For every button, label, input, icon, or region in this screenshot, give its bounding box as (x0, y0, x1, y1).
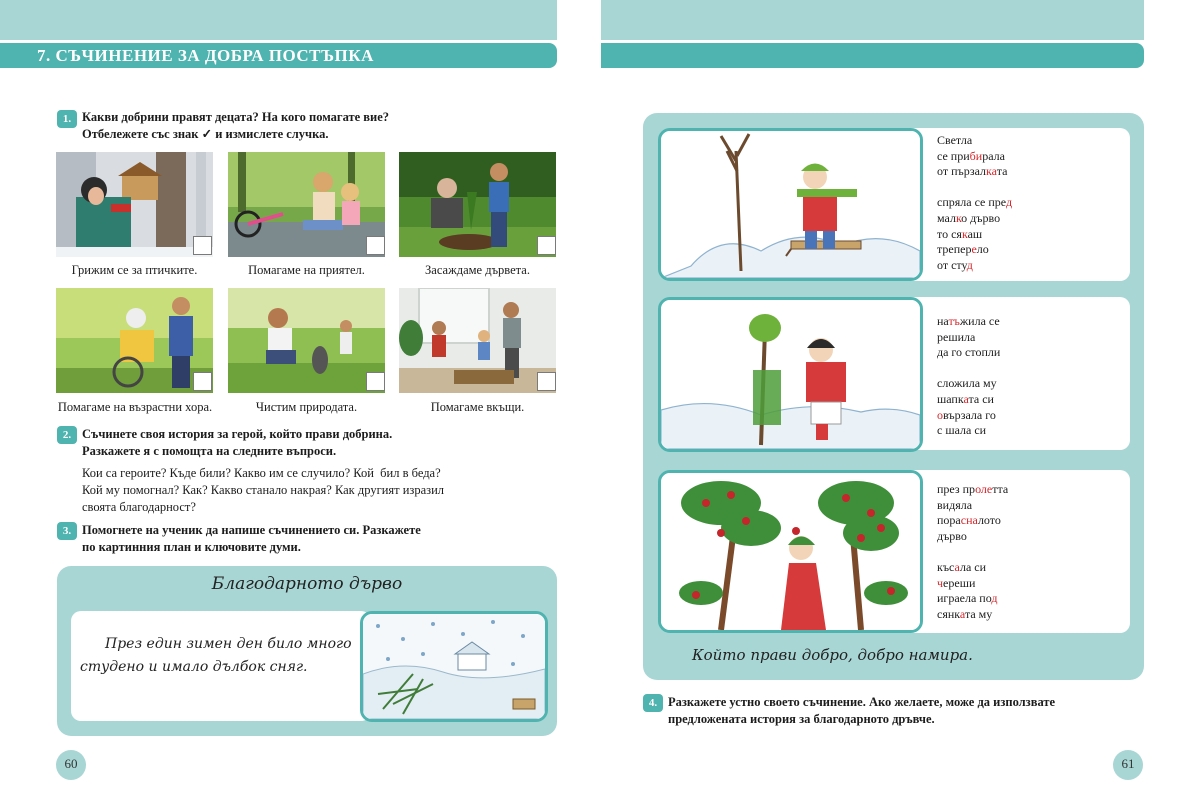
keyword-line (937, 133, 1012, 149)
keyword-line (937, 180, 1012, 196)
keyword-text: играела по (937, 591, 992, 606)
keywords-card-3 (900, 470, 1130, 633)
keywords-list-3 (937, 482, 1008, 622)
keyword-text: видяла (937, 497, 973, 512)
keyword-line (937, 423, 1000, 439)
keyword-line (937, 576, 1008, 592)
keyword-highlight: а (963, 391, 969, 406)
keyword-line (937, 242, 1012, 258)
keyword-highlight: о (937, 407, 943, 422)
keyword-line (937, 149, 1012, 165)
task3-line1: Помогнете на ученик да напише съчинението си. Разкажете (82, 523, 421, 537)
keyword-highlight: ка (986, 164, 997, 179)
keyword-text: лото (977, 513, 1001, 528)
checkbox-planting[interactable] (537, 236, 556, 255)
caption-nature: Чистим природата. (255, 400, 358, 414)
keyword-text: ло (976, 242, 989, 257)
keyword-line (937, 314, 1000, 330)
photo-elderly (56, 288, 213, 393)
keyword-line (937, 482, 1008, 498)
keyword-line (937, 258, 1012, 274)
keyword-text: ла си (959, 559, 987, 574)
chapter-title: 7. СЪЧИНЕНИЕ ЗА ДОБРА ПОСТЪПКА (37, 46, 374, 65)
keyword-text: сложила му (937, 376, 997, 391)
left-header-band (0, 0, 557, 40)
keyword-text: дърво (937, 528, 967, 543)
keyword-line (937, 513, 1008, 529)
keyword-text: с шала си (937, 423, 987, 438)
keyword-text: жила се (959, 314, 1000, 328)
caption-friend: Помагаме на приятел. (248, 263, 365, 277)
keyword-text: та (996, 164, 1008, 179)
keyword-text: пора (937, 513, 961, 528)
keyword-highlight: ч (937, 575, 944, 590)
keyword-highlight: а (959, 606, 965, 621)
keyword-line (937, 195, 1012, 211)
keyword-line (937, 560, 1008, 576)
keyword-text: о дърво (961, 210, 1001, 225)
picture-girl-tree-hat (658, 297, 923, 452)
right-header-band (601, 0, 1144, 40)
keyword-line (937, 392, 1000, 408)
caption-birdhouse: Грижим се за птичките. (71, 263, 198, 277)
task4-line2: предложената история за благодарното дръвче. (668, 712, 935, 726)
proverb: Който прави добро, добро намира. (692, 646, 973, 664)
keywords-card-1 (900, 128, 1130, 281)
keyword-highlight: д (966, 257, 973, 272)
task4-line1: Разкажете устно своето съчинение. Ако желаете, може да използвате (668, 695, 1056, 709)
keyword-text: трепер (937, 242, 972, 257)
keyword-text: решила (937, 329, 976, 344)
photo-nature (228, 288, 385, 393)
keyword-line (937, 607, 1008, 623)
picture-girl-sled (658, 128, 923, 281)
keyword-text: та му (964, 606, 993, 621)
story-winter-picture (360, 611, 548, 722)
task2-question1: Кои са героите? Къде били? Какво им се случило? Кой бил в беда? (82, 466, 441, 480)
keyword-line (937, 164, 1012, 180)
keyword-highlight: к (955, 210, 962, 225)
task1-line1: Какви добрини правят децата? На кого помагате вие? (82, 110, 390, 124)
keyword-text: от пързал (937, 164, 987, 179)
story-line2: студено и имало дълбок сняг. (80, 659, 308, 675)
keyword-line (937, 227, 1012, 243)
caption-home: Помагаме вкъщи. (430, 400, 525, 414)
task3-line2: по картинния план и ключовите думи. (82, 540, 301, 554)
keyword-highlight: д (991, 591, 998, 606)
right-title-strip (601, 43, 1144, 68)
keywords-list-2 (937, 314, 1000, 439)
keyword-text: то ся (937, 226, 962, 241)
keyword-line (937, 498, 1008, 514)
checkbox-birdhouse[interactable] (193, 236, 212, 255)
keyword-line (937, 544, 1008, 560)
page-number-left: 60 (56, 750, 86, 780)
photo-friend (228, 152, 385, 257)
keyword-text: рала (982, 148, 1005, 163)
checkbox-home[interactable] (537, 372, 556, 391)
keyword-text: през пр (937, 482, 976, 496)
keyword-text: шапк (937, 391, 964, 406)
keyword-line (937, 345, 1000, 361)
picture-girl-cherry-tree (658, 470, 923, 633)
keyword-text: тта (992, 482, 1009, 496)
keyword-highlight: д (1005, 195, 1013, 210)
keyword-line (937, 408, 1000, 424)
keyword-highlight: би (969, 148, 983, 163)
keyword-line (937, 211, 1012, 227)
photo-home (399, 288, 556, 393)
keyword-text: къс (937, 559, 955, 574)
keywords-card-2 (900, 297, 1130, 450)
keyword-highlight: тъ (948, 314, 960, 328)
page-number-right: 61 (1113, 750, 1143, 780)
task-number-3: 3. (57, 522, 77, 540)
task2-question3: своята благодарност? (82, 500, 196, 514)
keyword-highlight: е (971, 242, 977, 257)
keyword-line (937, 529, 1008, 545)
keyword-line (937, 591, 1008, 607)
task-number-2: 2. (57, 426, 77, 444)
keyword-line (937, 361, 1000, 377)
keyword-text: та си (968, 391, 994, 406)
keyword-text: аш (967, 226, 983, 241)
keyword-text: да го стопли (937, 345, 1001, 360)
keyword-text: от сту (937, 257, 967, 272)
keyword-highlight: сна (960, 513, 978, 528)
keyword-line (937, 330, 1000, 346)
keyword-text: вързала го (943, 407, 996, 422)
keyword-highlight: оле (975, 482, 993, 496)
keyword-text: се при (937, 148, 970, 163)
keyword-highlight: к (961, 226, 968, 241)
keywords-list-1 (937, 133, 1012, 273)
keyword-highlight: а (954, 559, 960, 574)
task2-question2: Кой му помогнал? Как? Какво станало накрая? Как другият изразил (82, 483, 445, 497)
task-number-4: 4. (643, 694, 663, 712)
photo-planting (399, 152, 556, 257)
task2-line2: Разкажете я с помощта на следните въпроси. (82, 444, 337, 458)
keyword-text: на (937, 314, 949, 328)
caption-elderly: Помагаме на възрастни хора. (57, 400, 213, 414)
checkbox-friend[interactable] (366, 236, 385, 255)
caption-planting: Засаждаме дървета. (425, 263, 530, 277)
keyword-text: сянк (937, 606, 960, 621)
task-number-1: 1. (57, 110, 77, 128)
keyword-text: ереши (943, 575, 976, 590)
keyword-line (937, 376, 1000, 392)
photo-birdhouse (56, 152, 213, 257)
story-title: Благодарното дърво (211, 574, 403, 594)
keyword-text: спряла се пре (937, 195, 1006, 210)
checkbox-nature[interactable] (366, 372, 385, 391)
story-line1: През един зимен ден било много (105, 636, 352, 652)
keyword-text: мал (937, 210, 956, 225)
task1-line2: Отбележете със знак ✓ и измислете случка. (82, 127, 329, 141)
task2-line1: Съчинете своя история за герой, който прави добрина. (82, 427, 393, 441)
keyword-text: Светла (937, 133, 973, 147)
checkbox-elderly[interactable] (193, 372, 212, 391)
